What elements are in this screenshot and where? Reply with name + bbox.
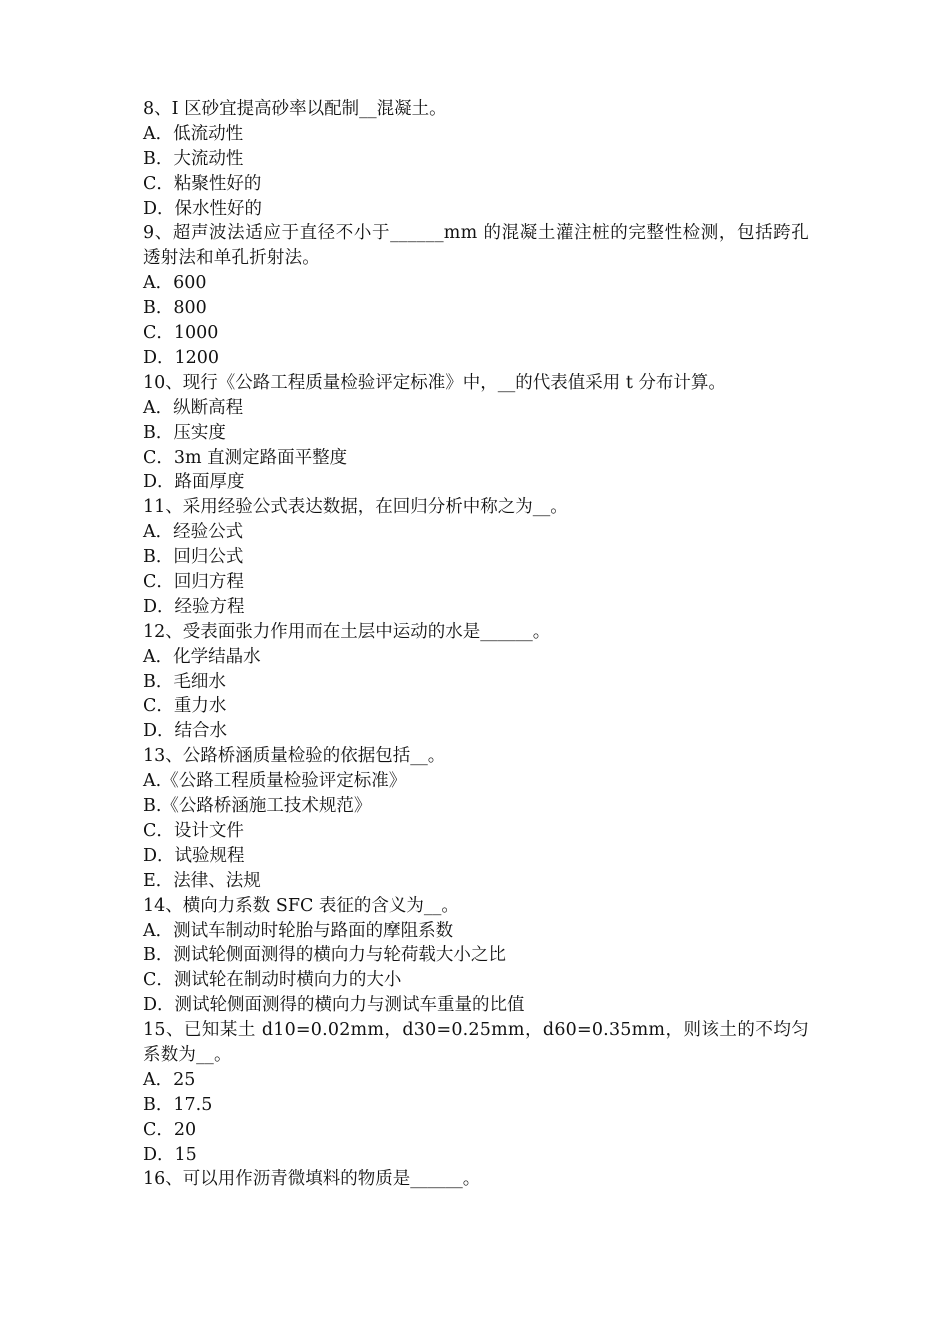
option-b: B．毛细水 [143, 671, 226, 692]
option-d: D．试验规程 [143, 845, 245, 866]
option-b: B．800 [143, 298, 207, 319]
question-14 [143, 894, 809, 1018]
question-16 [143, 1167, 809, 1192]
option-a: A．纵断高程 [143, 397, 244, 418]
question-stem: 11、采用经验公式表达数据，在回归分析中称之为__。 [143, 497, 568, 518]
question-15 [143, 1018, 809, 1167]
question-stem: 15、已知某土 d10=0.02mm，d30=0.25mm，d60=0.35mm，则该土的不均匀系数为__。 [143, 1020, 809, 1065]
question-stem: 14、横向力系数 SFC 表征的含义为__。 [143, 895, 459, 916]
option-c: C．20 [143, 1119, 197, 1140]
option-c: C．粘聚性好的 [143, 173, 262, 194]
question-11 [143, 495, 809, 619]
option-c: C．3m 直测定路面平整度 [143, 447, 348, 468]
option-a: A．测试车制动时轮胎与路面的摩阻系数 [143, 920, 454, 941]
question-10 [143, 371, 809, 495]
option-b: B．测试轮侧面测得的横向力与轮荷载大小之比 [143, 945, 506, 966]
option-c: C．测试轮在制动时横向力的大小 [143, 970, 402, 991]
option-d: D．测试轮侧面测得的横向力与测试车重量的比值 [143, 995, 525, 1016]
question-stem: 8、I 区砂宜提高砂率以配制__混凝土。 [143, 99, 447, 119]
option-c: C．1000 [143, 323, 219, 344]
option-b: B．17.5 [143, 1094, 213, 1115]
question-9 [143, 221, 809, 370]
option-b: B．压实度 [143, 422, 226, 443]
option-a: A.《公路工程质量检验评定标准》 [143, 771, 407, 792]
option-d: D．15 [143, 1144, 197, 1165]
question-stem: 12、受表面张力作用而在土层中运动的水是______。 [143, 621, 551, 642]
question-stem: 13、公路桥涵质量检验的依据包括__。 [143, 746, 446, 767]
option-c: C．回归方程 [143, 572, 244, 592]
question-stem: 16、可以用作沥青微填料的物质是______。 [143, 1169, 481, 1190]
question-stem: 9、超声波法适应于直径不小于______mm 的混凝土灌注桩的完整性检测，包括跨孔透射法和单孔折射法。 [143, 223, 809, 269]
question-stem: 10、现行《公路工程质量检验评定标准》中，__的代表值采用 t 分布计算。 [143, 372, 726, 393]
option-b: B.《公路桥涵施工技术规范》 [143, 796, 372, 817]
option-b: B．大流动性 [143, 148, 244, 169]
option-a: A．低流动性 [143, 123, 244, 144]
option-e: E．法律、法规 [143, 870, 261, 891]
question-8 [143, 97, 809, 221]
question-13 [143, 744, 809, 893]
option-d: D．结合水 [143, 721, 228, 742]
option-d: D．路面厚度 [143, 472, 245, 493]
option-b: B．回归公式 [143, 547, 244, 568]
question-12 [143, 620, 809, 744]
option-a: A．600 [143, 273, 207, 294]
option-c: C．设计文件 [143, 820, 244, 841]
document-page [143, 97, 809, 1192]
option-a: A．经验公式 [143, 522, 244, 543]
option-a: A．25 [143, 1069, 196, 1090]
option-d: D．经验方程 [143, 596, 245, 617]
option-a: A．化学结晶水 [143, 646, 261, 667]
option-d: D．保水性好的 [143, 198, 263, 219]
option-c: C．重力水 [143, 696, 227, 717]
option-d: D．1200 [143, 347, 220, 368]
